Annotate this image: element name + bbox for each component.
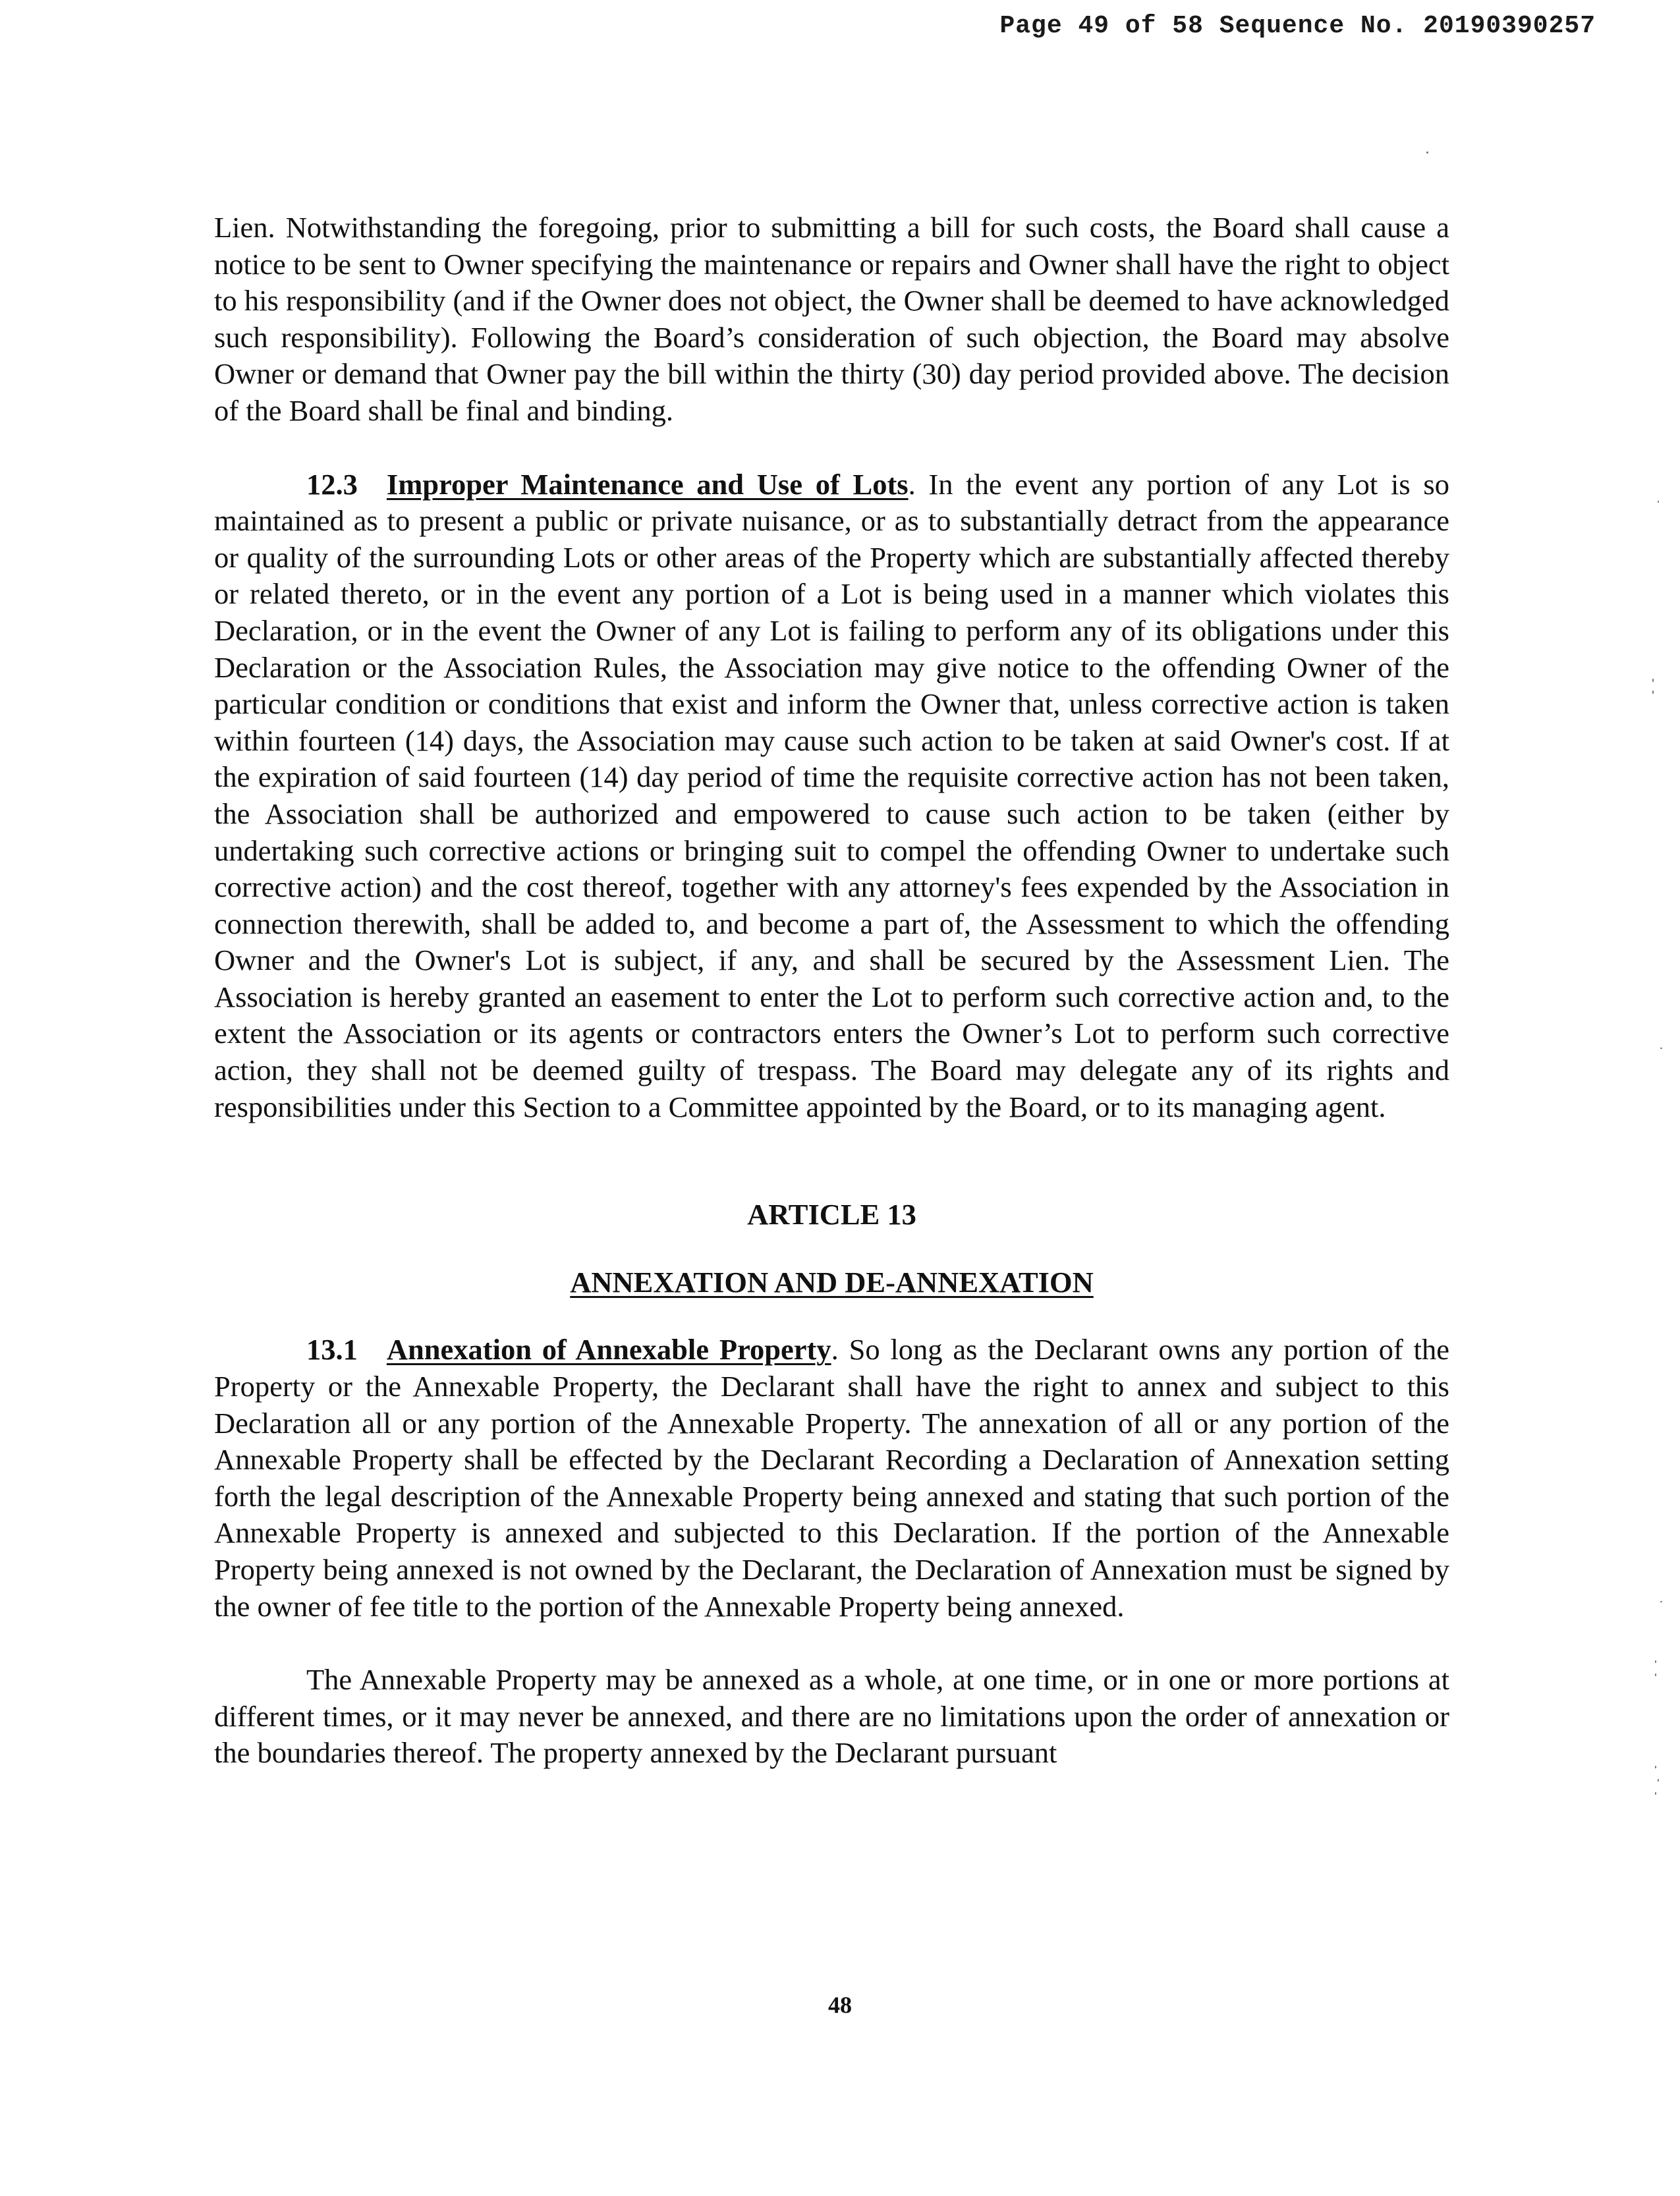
page-sequence-header: Page 49 of 58 Sequence No. 20190390257 <box>999 12 1596 40</box>
section-12-3-title: Improper Maintenance and Use of Lots <box>386 467 909 501</box>
scan-speck <box>1652 690 1654 694</box>
final-paragraph: The Annexable Property may be annexed as a whole, at one time, or in one or more portions at different times, or it may never be annexed, and there are no limitations upon the order of annexation or the boundaries thereof. The property annexed by the Declarant pursuant <box>214 1663 1449 1770</box>
section-12-3-number: 12.3 <box>306 467 358 501</box>
section-13-1-paragraph <box>214 1332 1449 1625</box>
scan-speck <box>1652 679 1654 682</box>
section-13-1-number: 13.1 <box>306 1333 358 1366</box>
scan-speck <box>1655 1674 1656 1676</box>
section-13-1-text: . So long as the Declarant owns any portion of the Property or the Annexable Property, the Declarant shall have the right to annex and subject to this Declaration all or any portion of the Annexable Property. The annexation of all or any portion of the Annexable Property shall be effected by the Declarant Recording a Declaration of Annexation setting forth the legal description of the Annexable Property being annexed and stating that such portion of the Annexable Property is annexed and subjected to this Declaration. If the portion of the Annexable Property being annexed is not owned by the Declarant, the Declaration of Annexation must be signed by the owner of fee title to the portion of the Annexable Property being annexed. <box>214 1333 1449 1623</box>
continuation-paragraph: Lien. Notwithstanding the foregoing, prior to submitting a bill for such costs, the Board shall cause a notice to be sent to Owner specifying the maintenance or repairs and Owner shall have the right to object to his responsibility (and if the Owner does not object, the Owner shall be deemed to have acknowledged such responsibility). Following the Board’s consideration of such objection, the Board may absolve Owner or demand that Owner pay the bill within the thirty (30) day period provided above. The decision of the Board shall be final and binding. <box>214 211 1449 427</box>
article-title: ARTICLE 13 <box>747 1198 916 1231</box>
scan-speck <box>1658 1779 1659 1782</box>
document-body <box>214 210 1449 1772</box>
scan-speck <box>1426 152 1428 154</box>
scan-speck <box>1660 1048 1662 1049</box>
scan-speck <box>1660 1601 1662 1602</box>
scan-speck <box>1658 501 1659 503</box>
section-13-1-title: Annexation of Annexable Property <box>386 1333 831 1366</box>
article-subtitle: ANNEXATION AND DE-ANNEXATION <box>570 1265 1094 1299</box>
section-12-3-text: . In the event any portion of any Lot is so maintained as to present a public or private nuisance, or as to substantially detract from the appearance or quality of the surrounding Lots or other areas of the Property which are substantially affected thereby or related thereto, or in the event any portion of a Lot is being used in a manner which violates this Declaration, or in the event the Owner of any Lot is failing to perform any of its obligations under this Declaration or the Association Rules, the Association may give notice to the offending Owner of the particular condition or conditions that exist and inform the Owner that, unless corrective action is taken within fourteen (14) days, the Association may cause such action to be taken at said Owner's cost. If at the expiration of said fourteen (14) day period of time the requisite corrective action has not been taken, the Association shall be authorized and empowered to cause such action to be taken (either by undertaking such corrective actions or bringing suit to compel the offending Owner to undertake such corrective action) and the cost thereof, together with any attorney's fees expended by the Association in connection therewith, shall be added to, and become a part of, the Assessment to which the offending Owner and the Owner's Lot is subject, if any, and shall be secured by the Assessment Lien. The Association is hereby granted an easement to enter the Lot to perform such corrective action and, to the extent the Association or its agents or contractors enters the Owner’s Lot to perform such corrective action, they shall not be deemed guilty of trespass. The Board may delegate any of its rights and responsibilities under this Section to a Committee appointed by the Board, or to its managing agent. <box>214 467 1449 1123</box>
page-number: 48 <box>828 1992 852 2018</box>
scan-speck <box>1655 1766 1656 1768</box>
section-12-3-paragraph <box>214 466 1449 1126</box>
scan-speck <box>1655 1792 1656 1795</box>
scan-speck <box>1655 1660 1656 1663</box>
